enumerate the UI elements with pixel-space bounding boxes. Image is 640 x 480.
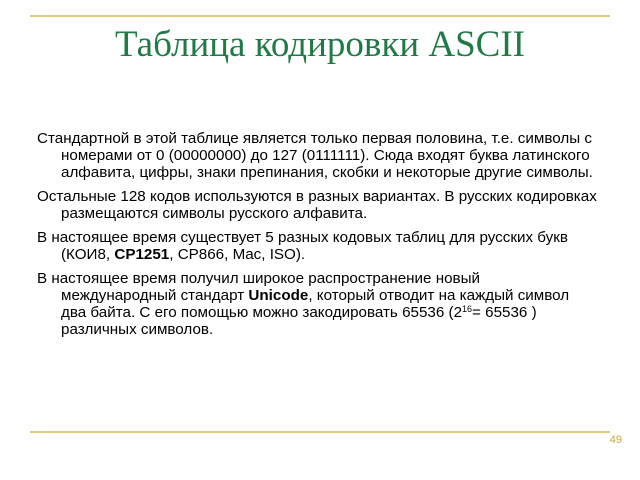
top-divider: [30, 15, 610, 17]
exponent: 16: [462, 304, 473, 314]
paragraph-unicode-text-3: = 65536 ) различных символов.: [61, 304, 537, 338]
unicode-label: Unicode: [248, 287, 309, 304]
page-number: 49: [609, 434, 622, 446]
paragraph-code-tables-text-2: , CP866, Mac, ISO).: [169, 246, 306, 263]
paragraph-other-codes: Остальные 128 кодов используются в разных вариантах. В русских кодировках размещаются символы русского алфавита.: [37, 188, 597, 222]
cp1251-label: CP1251: [114, 246, 170, 263]
paragraph-unicode-text-2: , который отводит на каждый символ два байта. С его помощью можно закодировать 65536 (2: [61, 287, 570, 321]
paragraph-standard-half: Стандартной в этой таблице является только первая половина, т.е. символы с номерами от 0 (00000000) до 127 (0111111). Сюда входят буква латинского алфавита, цифры, знаки препинания, скобки и некоторые другие символы.: [37, 130, 593, 181]
paragraph-code-tables-text-1: В настоящее время существует 5 разных кодовых таблиц для русских букв (КОИ8,: [37, 229, 568, 263]
paragraph-unicode-text-1: В настоящее время получил широкое распространение новый международный стандарт: [37, 270, 480, 304]
slide-body: [37, 130, 597, 345]
bottom-divider: [30, 431, 610, 433]
slide-title: Таблица кодировки ASCII: [114, 24, 526, 65]
paragraph-code-tables: [37, 229, 597, 263]
paragraph-unicode: [37, 270, 597, 338]
